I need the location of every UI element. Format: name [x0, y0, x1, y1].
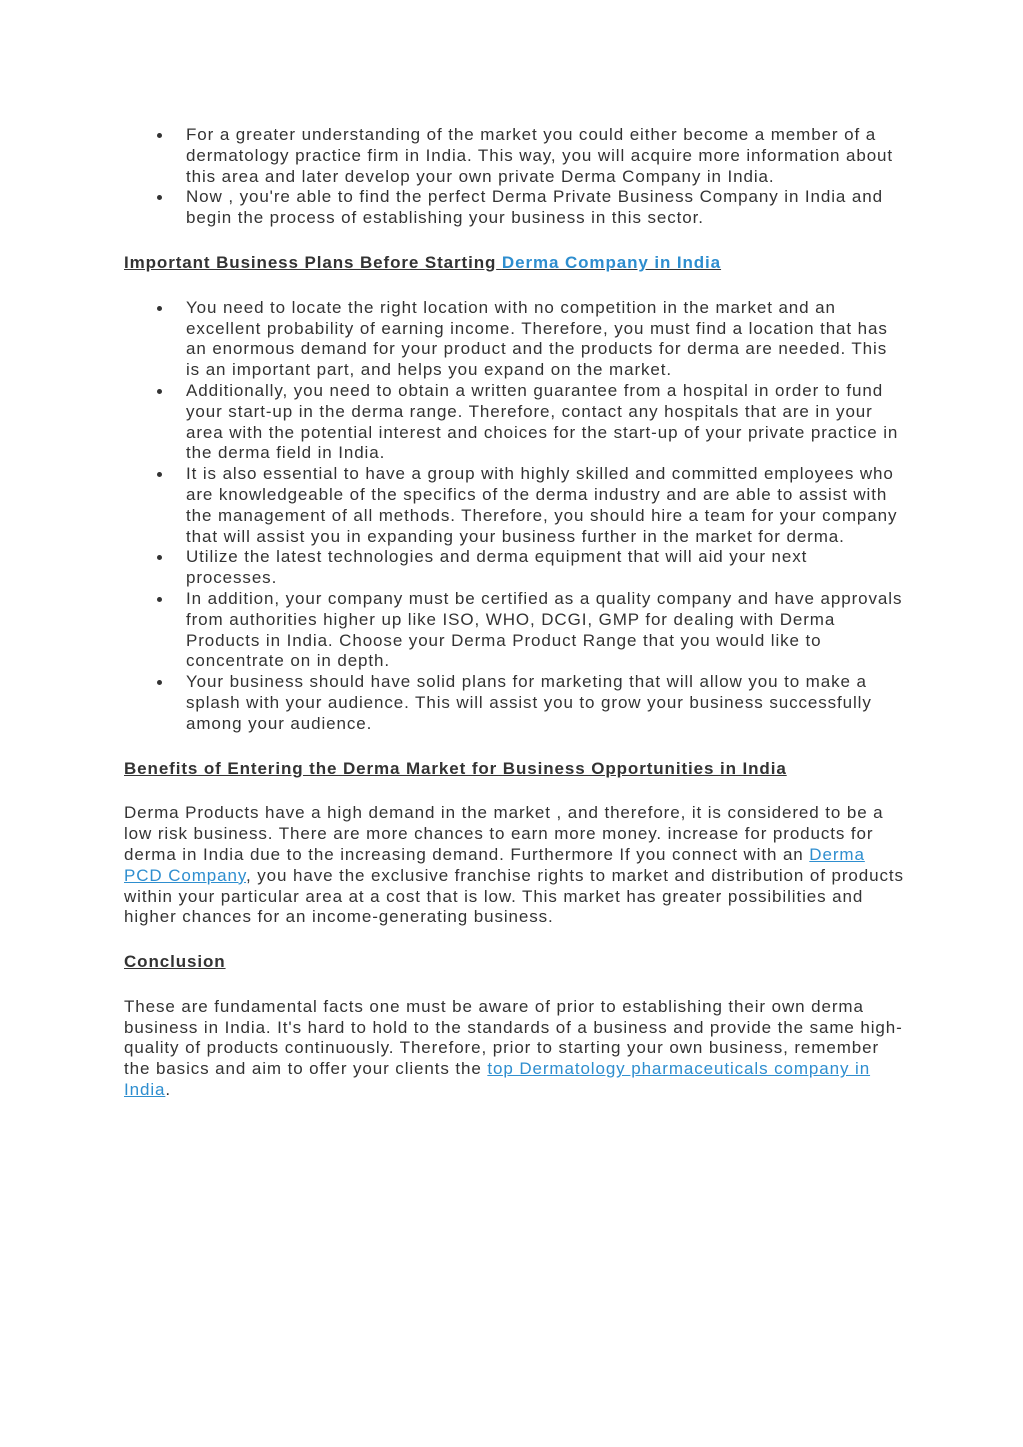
list-item: You need to locate the right location with no competition in the market and an excellent probability of earning income. Therefore, you must find a location that has an enormous demand for your product and the products for derma are needed. This is an important part, and helps you expand on the market.: [186, 298, 904, 381]
list-item: In addition, your company must be certified as a quality company and have approvals from authorities higher up like ISO, WHO, DCGI, GMP for dealing with Derma Products in India. Choose your Derma Product Range that you would like to concentrate on in depth.: [186, 588, 903, 671]
list-item: Now , you're able to find the perfect Derma Private Business Company in India and begin the process of establishing your business in this sector.: [186, 187, 904, 229]
paragraph-text: These are fundamental facts one must be aware of prior to establishing their own derma business in India. It's hard to hold to the standards of a business and provide the same high-quality of products continuously. Therefore, prior to starting your own business, remember the basics and aim to offer your clients the: [124, 996, 903, 1079]
section-heading-benefits: Benefits of Entering the Derma Market for Business Opportunities in India: [124, 758, 787, 778]
business-plans-bullet-list: [124, 298, 904, 735]
top-dermatology-company-link[interactable]: top Dermatology pharmaceuticals company in India: [124, 1059, 871, 1100]
document-content: [124, 124, 904, 1101]
section-heading-business-plans: [124, 253, 904, 274]
heading-link-derma-company[interactable]: Derma Company in India: [501, 252, 722, 272]
paragraph-text: , you have the exclusive franchise rights to market and distribution of products within your particular area at a cost that is low. This market has greater possibilities and higher chances for an income-generating business.: [124, 865, 904, 927]
derma-pcd-company-link[interactable]: Derma PCD Company: [124, 844, 865, 885]
list-item: Your business should have solid plans for marketing that will allow you to make a splash with your audience. This will assist you to grow your business successfully among your audience.: [186, 672, 904, 734]
section-heading-conclusion: Conclusion: [124, 952, 226, 972]
paragraph-text: .: [165, 1080, 171, 1100]
list-item: Additionally, you need to obtain a written guarantee from a hospital in order to fund your start-up in the derma range. Therefore, contact any hospitals that are in your area with the potential interest and choices for the start-up of your private practice in the derma field in India.: [186, 381, 904, 464]
list-item: For a greater understanding of the market you could either become a member of a dermatology practice firm in India. This way, you will acquire more information about this area and later develop your own private Derma Company in India.: [186, 125, 904, 187]
benefits-paragraph: [124, 803, 904, 928]
list-item: It is also essential to have a group with highly skilled and committed employees who are knowledgeable of the specifics of the derma industry and are able to assist with the management of all methods. Therefore, you should hire a team for your company that will assist you in expanding your business further in the market for derma.: [186, 464, 904, 547]
heading-text: Important Business Plans Before Starting: [124, 252, 497, 272]
conclusion-paragraph: [124, 997, 904, 1101]
intro-bullet-list: [124, 125, 904, 229]
list-item: Utilize the latest technologies and derma equipment that will aid your next processes.: [186, 547, 904, 589]
paragraph-text: Derma Products have a high demand in the market , and therefore, it is considered to be a low risk business. There are more chances to earn more money. increase for products for derma in India due to the increasing demand. Furthermore If you connect with an: [124, 803, 884, 864]
